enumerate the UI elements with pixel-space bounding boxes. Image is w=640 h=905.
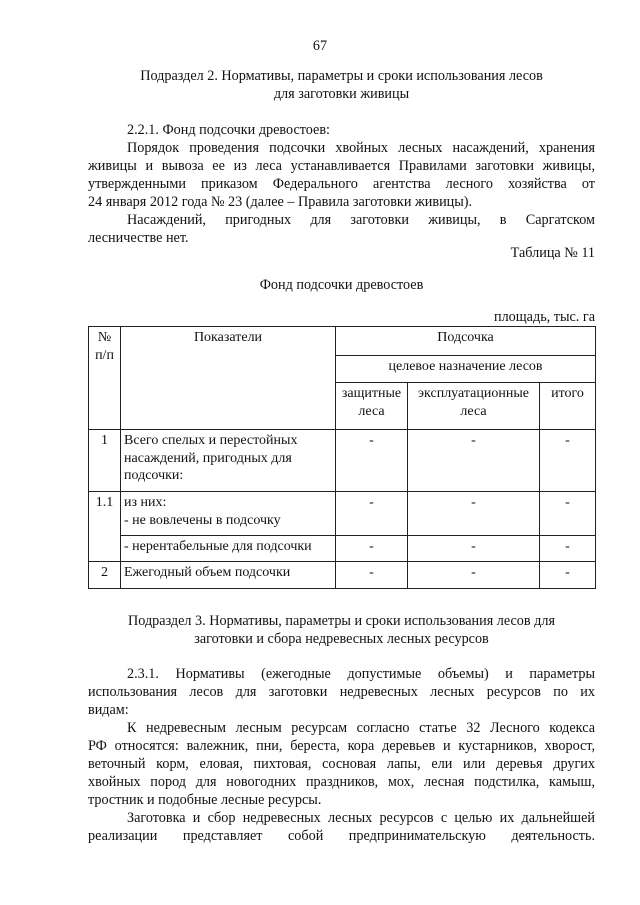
cell-protective: -	[336, 562, 408, 589]
row-label: Ежегодный объем подсочки	[121, 562, 336, 589]
para-231-p2-line3: веточный корм, еловая, пихтовая, сосновая лапы, ели или деревья других	[88, 756, 595, 772]
cell-protective: -	[336, 536, 408, 562]
para-221-line2: живицы и вывоза ее из леса устанавливается Правилами заготовки живицы,	[88, 158, 595, 174]
subsection-3-title-line1: Подраздел 3. Нормативы, параметры и сроки использования лесов для	[128, 613, 555, 629]
section-221-heading: 2.2.1. Фонд подсочки древостоев:	[127, 122, 330, 138]
table-row	[89, 492, 596, 536]
row-label-line: - не вовлечены в подсочку	[124, 512, 281, 528]
table-number: Таблица № 11	[510, 245, 595, 261]
para-231-line2: использования лесов для заготовки недревесных лесных ресурсов по их	[88, 684, 595, 700]
row-label-line: из них:	[124, 495, 167, 510]
table-header-row-1	[89, 327, 596, 356]
para-231-p2-line2: РФ относятся: валежник, пни, береста, кора деревьев и кустарников, хворост,	[88, 738, 595, 754]
para-231-p2-line5: тростник и подобные лесные ресурсы.	[88, 792, 322, 808]
para-231-p3-line2: реализации представляет собой предпринимательскую деятельность.	[88, 828, 595, 844]
subsection-3-title-line2: заготовки и сбора недревесных лесных ресурсов	[194, 631, 489, 647]
para-221-p2-line2: лесничестве нет.	[88, 230, 189, 246]
para-231-p2-line4: хвойных пород для новогодних праздников, мох, лесная подстилка, камыш,	[88, 774, 595, 790]
table-row	[89, 562, 596, 589]
row-num: 2	[89, 562, 121, 589]
header-total: итого	[540, 383, 596, 430]
table-row	[89, 430, 596, 492]
cell-protective: -	[336, 430, 408, 492]
para-231-line3: видам:	[88, 702, 129, 718]
row-num: 1	[89, 430, 121, 492]
table-title: Фонд подсочки древостоев	[259, 277, 424, 293]
para-221-p2-line1: Насаждений, пригодных для заготовки живицы, в Саргатском	[127, 212, 595, 228]
para-231-line1: 2.3.1. Нормативы (ежегодные допустимые объемы) и параметры	[127, 666, 595, 682]
para-231-p3-line1: Заготовка и сбор недревесных лесных ресурсов с целью их дальнейшей	[127, 810, 595, 826]
cell-total: -	[540, 430, 596, 492]
header-purpose: целевое назначение лесов	[336, 356, 596, 383]
table-unit: площадь, тыс. га	[493, 309, 595, 325]
fund-table	[88, 326, 596, 589]
cell-total: -	[540, 562, 596, 589]
cell-exploitation: -	[408, 492, 540, 536]
page-number: 67	[312, 38, 328, 54]
header-indicators: Показатели	[121, 327, 336, 430]
row-label-line: насаждений, пригодных для	[124, 450, 292, 466]
cell-protective: -	[336, 492, 408, 536]
cell-total: -	[540, 536, 596, 562]
row-label-line: подсочки:	[124, 468, 184, 483]
cell-exploitation: -	[408, 430, 540, 492]
para-221-line1: Порядок проведения подсочки хвойных лесных насаждений, хранения	[127, 140, 595, 156]
header-tapping: Подсочка	[336, 327, 596, 356]
para-231-p2-line1: К недревесным лесным ресурсам согласно статье 32 Лесного кодекса	[127, 720, 595, 736]
row-label-line: Всего спелых и перестойных	[124, 433, 298, 448]
cell-exploitation: -	[408, 536, 540, 562]
header-num: № п/п	[89, 327, 121, 430]
header-exploitation: эксплуатационные леса	[408, 383, 540, 430]
para-221-line4: 24 января 2012 года № 23 (далее – Правила заготовки живицы).	[88, 194, 473, 210]
row-label: - нерентабельные для подсочки	[121, 536, 336, 562]
subsection-2-title-line1: Подраздел 2. Нормативы, параметры и сроки использования лесов	[140, 68, 543, 84]
cell-total: -	[540, 492, 596, 536]
subsection-2-title-line2: для заготовки живицы	[273, 86, 410, 102]
row-num: 1.1	[89, 492, 121, 562]
header-protective: защитные леса	[336, 383, 408, 430]
table-row	[89, 536, 596, 562]
cell-exploitation: -	[408, 562, 540, 589]
row-label	[121, 430, 336, 492]
para-221-line3: утвержденными приказом Федерального агентства лесного хозяйства от	[88, 176, 595, 192]
row-label	[121, 492, 336, 536]
